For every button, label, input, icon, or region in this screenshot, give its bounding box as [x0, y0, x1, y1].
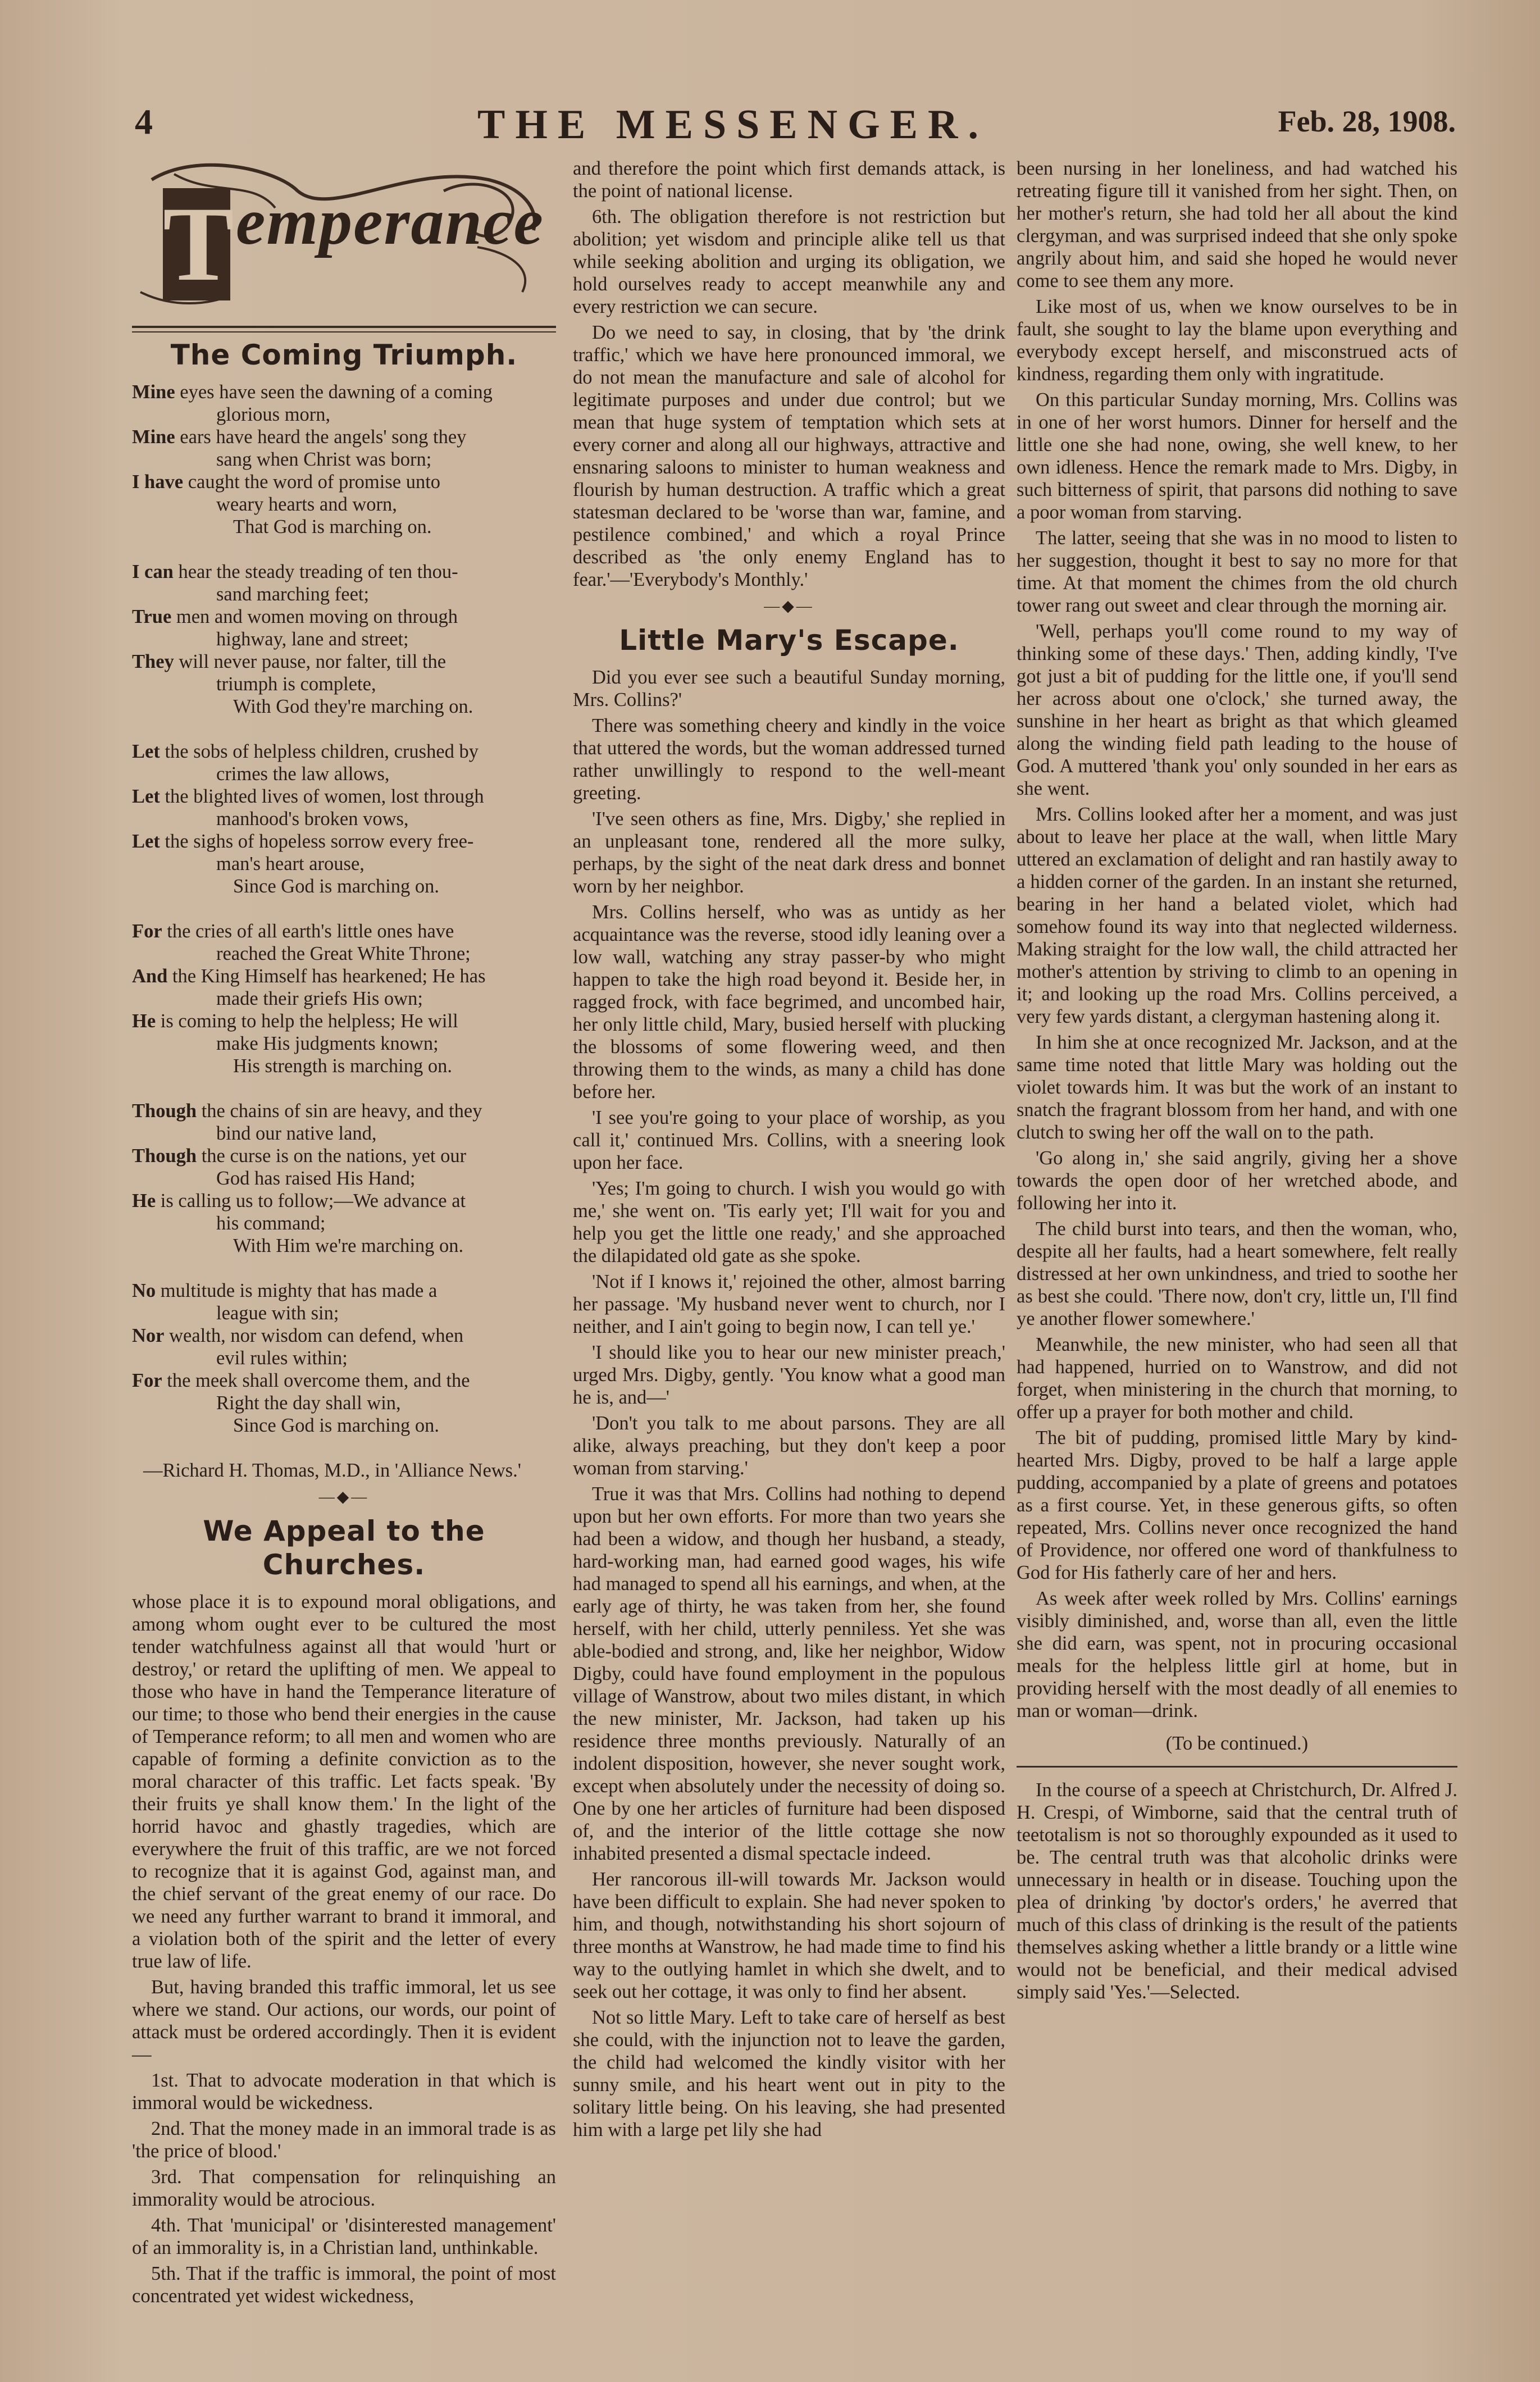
paragraph: Mrs. Collins looked after her a moment, and was just about to leave her place at the wall, when little Mary uttered an exclamation of delight and ran hastily away to a hidden corner of the garden. In an instant she returned, bearing in her hand a belated violet, which had somehow found its way into that neglected wilderness. Making straight for the low wall, the child attracted her mother's attention by striving to climb to an opening in it; and looking up the road Mrs. Collins perceived, a very few yards distant, a clergyman hastening along it. [1017, 804, 1457, 1027]
poem-line: man's heart arouse, [216, 853, 365, 875]
paragraph: 5th. That if the traffic is immoral, the point of most concentrated yet widest wickedness, [132, 2263, 556, 2307]
poem-line: sang when Christ was born; [216, 449, 432, 470]
paragraph: The child burst into tears, and then the woman, who, despite all her faults, had a heart somewhere, felt really distressed at her own unkindness, and tried to soothe her as best she could. 'There now, don't cry, little un, I'll find ye another flower somewhere.' [1017, 1218, 1457, 1329]
poem-line-lead: I can [132, 561, 174, 582]
poem-line-rest: men and women moving on through [171, 606, 458, 627]
poem-line: reached the Great White Throne; [216, 943, 471, 964]
poem-line: His strength is marching on. [233, 1055, 452, 1077]
poem-line-rest: the King Himself has hearkened; He has [167, 965, 486, 987]
divider [1017, 1766, 1457, 1768]
poem-line-lead: Let [132, 831, 160, 852]
poem-line: weary hearts and worn, [216, 494, 397, 515]
to-be-continued: (To be continued.) [1165, 1733, 1309, 1754]
paragraph: Did you ever see such a beautiful Sunday morning, Mrs. Collins?' [573, 667, 1005, 710]
poem-line-lead: Nor [132, 1325, 165, 1346]
paragraph: been nursing in her loneliness, and had watched his retreating figure till it vanished from her sight. Then, on her mother's return, she had told her all about the kind clergyman, and was surprised indeed that she only spoke angrily about him, and said she hoped he would never come to see them any more. [1017, 158, 1457, 292]
paragraph: There was something cheery and kindly in the voice that uttered the words, but the woman addressed turned rather unwillingly to respond to the well-meant greeting. [573, 715, 1005, 804]
poem-line: manhood's broken vows, [216, 808, 409, 830]
poem-line: his command; [216, 1213, 326, 1234]
poem-line-lead: They [132, 651, 174, 672]
banner-initial: T [163, 185, 234, 303]
paragraph: But, having branded this traffic immoral, let us see where we stand. Our actions, our words, our point of attack must be ordered accordingly. Then it is evident— [132, 1976, 556, 2065]
poem-line-rest: hear the steady treading of ten thou- [173, 561, 458, 582]
headline-little-mary: Little Mary's Escape. [619, 624, 959, 657]
paragraph: 4th. That 'municipal' or 'disinterested management' of an immorality is, in a Christian land, unthinkable. [132, 2215, 556, 2258]
paragraph: Do we need to say, in closing, that by 'the drink traffic,' which we have here pronounced immoral, we do not mean the manufacture and sale of alcohol for legitimate purposes and under due control; but we mean that huge system of temptation which sets at every corner and along all our highways, attractive and ensnaring saloons to minister to human weakness and flourish by human destruction. A traffic which a great statesman declared to be 'worse than war, famine, and pestilence combined,' and which a royal Prince described as 'the only enemy England has to fear.'—'Everybody's Monthly.' [573, 322, 1005, 590]
poem-attribution: —Richard H. Thomas, M.D., in 'Alliance News.' [143, 1460, 521, 1481]
poem-line-rest: will never pause, nor falter, till the [174, 651, 446, 672]
poem [132, 381, 556, 1437]
poem-stanza [132, 1100, 556, 1257]
paragraph: 2nd. That the money made in an immoral trade is as 'the price of blood.' [132, 2118, 556, 2162]
poem-line [132, 605, 556, 628]
poem-line-rest: multitude is mighty that has made a [156, 1280, 438, 1301]
poem-line-lead: Let [132, 741, 160, 762]
paragraph: 6th. The obligation therefore is not restriction but abolition; yet wisdom and principle alike tell us that while seeking abolition and urging its obligation, we hold ourselves ready to accept meanwhile any and every restriction we can secure. [573, 206, 1005, 317]
poem-line [132, 920, 556, 942]
poem-line: make His judgments known; [216, 1033, 439, 1054]
poem-line: God has raised His Hand; [216, 1168, 416, 1189]
paragraph: Her rancorous ill-will towards Mr. Jackson would have been difficult to explain. She had never spoken to him, and though, notwithstanding his short sojourn of three months at Wanstrow, he had made time to find his way to the outlying hamlet in which she dwelt, and to seek out her cottage, it was only to find her absent. [573, 1869, 1005, 2002]
poem-stanza [132, 740, 556, 898]
paragraph: 'Don't you talk to me about parsons. They are all alike, always preaching, but they don't keep a poor woman from starving.' [573, 1413, 1005, 1479]
story-text-col3 [1017, 157, 1457, 1722]
column-2 [573, 157, 1005, 2144]
poem-line-lead: I have [132, 471, 184, 493]
poem-line: With Him we're marching on. [233, 1235, 464, 1256]
poem-line [132, 381, 556, 403]
section-separator: —◆— [764, 598, 814, 615]
paragraph: On this particular Sunday morning, Mrs. Collins was in one of her worst humors. Dinner for herself and the little one she had none, owing, she well knew, to her own idleness. Hence the remark made to Mrs. Digby, in such bitterness of spirit, that parsons did nothing to save a poor woman from starving. [1017, 389, 1457, 523]
paragraph: Not so little Mary. Left to take care of herself as best she could, with the injunction not to leave the garden, the child had welcomed the kindly visitor with her sunny smile, and his heart went out in pity to the solitary little being. On his leaving, she had presented him with a large pet lily she had [573, 2007, 1005, 2140]
headline-coming-triumph: The Coming Triumph. [170, 339, 518, 371]
paragraph: The bit of pudding, promised little Mary by kind-hearted Mrs. Digby, proved to be half a large apple pudding, accompanied by a plate of greens and potatoes as a first course. Yet, in these generous gifts, so often repeated, Mrs. Collins never once recognized the hand of Providence, nor offered one word of thankfulness to God for His fatherly care of her and hers. [1017, 1427, 1457, 1583]
poem-stanza [132, 561, 556, 718]
poem-line-rest: eyes have seen the dawning of a coming [175, 381, 493, 403]
headline-we-appeal: We Appeal to the Churches. [203, 1515, 485, 1581]
poem-line [132, 1369, 556, 1392]
poem-line: league with sin; [216, 1302, 339, 1324]
poem-line: highway, lane and street; [216, 628, 409, 650]
poem-line: made their griefs His own; [216, 988, 423, 1009]
poem-line [132, 1279, 556, 1302]
paragraph: In him she at once recognized Mr. Jackson, and at the same time noted that little Mary was holding out the violet towards him. It was but the work of an instant to snatch the fragrant blossom from her hand, and with one clutch to swing her off the wall on to the path. [1017, 1032, 1457, 1143]
poem-line: sand marching feet; [216, 584, 370, 605]
poem-line-rest: the curse is on the nations, yet our [197, 1145, 467, 1167]
poem-line-rest: ears have heard the angels' song they [175, 426, 467, 448]
poem-line [132, 1100, 556, 1122]
poem-line-lead: He [132, 1010, 156, 1032]
poem-line: Right the day shall win, [216, 1392, 401, 1414]
paragraph: True it was that Mrs. Collins had nothing to depend upon but her own efforts. For more than two years she had been a widow, and though her husband, a steady, hard-working man, had earned good wages, his wife had managed to spend all his earnings, and when, at the early age of thirty, he was taken from her, she found herself, with her child, utterly penniless. Yet she was able-bodied and strong, and, like her neighbor, Widow Digby, could have found employment in the populous village of Wanstrow, about two miles distant, in which the new minister, Mr. Jackson, had taken up his residence three months previously. Naturally of an indolent disposition, however, she never sought work, except when absolutely under the necessity of doing so. One by one her articles of furniture had been disposed of, and the interior of the little cottage she now inhabited presented a dismal spectacle indeed. [573, 1483, 1005, 1864]
poem-line-rest: caught the word of promise unto [183, 471, 441, 493]
poem-line-rest: the blighted lives of women, lost through [160, 786, 484, 807]
poem-line [132, 1010, 556, 1032]
paragraph: 'I see you're going to your place of worship, as you call it,' continued Mrs. Collins, with a sneering look upon her face. [573, 1107, 1005, 1173]
poem-line-rest: the sighs of hopeless sorrow every free- [160, 831, 474, 852]
appeal-text-col1 [132, 1591, 556, 2307]
temperance-banner [129, 157, 556, 326]
poem-line [132, 1190, 556, 1212]
poem-line [132, 561, 556, 583]
section-separator: —◆— [318, 1488, 370, 1506]
issue-date: Feb. 28, 1908. [1278, 104, 1456, 138]
poem-line [132, 965, 556, 987]
poem-line: Since God is marching on. [233, 876, 439, 897]
poem-line [132, 426, 556, 448]
poem-line-lead: For [132, 1370, 162, 1391]
poem-line-rest: the cries of all earth's little ones have [162, 921, 454, 942]
poem-stanza [132, 920, 556, 1077]
poem-stanza [132, 381, 556, 538]
paragraph: 'Not if I knows it,' rejoined the other, almost barring her passage. 'My husband never went to church, nor I neither, and I ain't going to begin now, I can tell ye.' [573, 1271, 1005, 1337]
story-text-col2 [573, 666, 1005, 2141]
divider [132, 326, 556, 333]
poem-line: bind our native land, [216, 1123, 377, 1144]
poem-line [132, 471, 556, 493]
page-number: 4 [135, 102, 153, 142]
poem-line: With God they're marching on. [233, 696, 473, 717]
paragraph: 3rd. That compensation for relinquishing an immorality would be atrocious. [132, 2166, 556, 2210]
paragraph: 'Go along in,' she said angrily, giving her a shove towards the open door of her wretched abode, and following her into it. [1017, 1147, 1457, 1214]
poem-line-rest: wealth, nor wisdom can defend, when [164, 1325, 464, 1346]
poem-line-rest: the sobs of helpless children, crushed by [160, 741, 479, 762]
appeal-text-col2 [573, 157, 1005, 591]
poem-line: crimes the law allows, [216, 763, 390, 785]
poem-line-lead: Though [132, 1145, 197, 1167]
poem-line [132, 1145, 556, 1167]
paragraph: 'I should like you to hear our new minister preach,' urged Mrs. Digby, gently. 'You know what a good man he is, and—' [573, 1342, 1005, 1408]
poem-line [132, 1324, 556, 1347]
poem-line: glorious morn, [216, 404, 331, 425]
poem-line-lead: For [132, 921, 162, 942]
paragraph: Meanwhile, the new minister, who had seen all that had happened, hurried on to Wanstrow, and did not forget, when ministering in the church that morning, to offer up a prayer for both mother and child. [1017, 1334, 1457, 1423]
poem-line-rest: is coming to help the helpless; He will [156, 1010, 458, 1032]
poem-line: That God is marching on. [233, 516, 432, 538]
poem-line-rest: the meek shall overcome them, and the [162, 1370, 470, 1391]
poem-line: Since God is marching on. [233, 1415, 439, 1436]
poem-line [132, 650, 556, 673]
poem-line [132, 785, 556, 808]
poem-line [132, 740, 556, 763]
paragraph: The latter, seeing that she was in no mood to listen to her suggestion, thought it best to say no more for that time. At that moment the chimes from the old church tower rang out sweet and clear through the morning air. [1017, 527, 1457, 616]
paragraph: and therefore the point which first demands attack, is the point of national license. [573, 158, 1005, 202]
paragraph: 'Yes; I'm going to church. I wish you would go with me,' she went on. 'Tis early yet; I'll wait for you and help you get the little one ready,' and she approached the dilapidated old gate as she spoke. [573, 1178, 1005, 1267]
paragraph: 'I've seen others as fine, Mrs. Digby,' she replied in an unpleasant tone, rendered all the more sulky, perhaps, by the sight of the neat dark dress and bonnet worn by her neighbor. [573, 808, 1005, 897]
poem-line-lead: Mine [132, 426, 175, 448]
poem-line-rest: is calling us to follow;—We advance at [156, 1190, 466, 1212]
poem-line [132, 830, 556, 853]
paragraph: Mrs. Collins herself, who was as untidy as her acquaintance was the reverse, stood idly leaning over a low wall, watching any stray passer-by who might happen to take the high road beyond it. Beside her, in ragged frock, with face begrimed, and uncombed hair, her only little child, Mary, busied herself with plucking the blossoms of some flowering weed, and then throwing them to the winds, as many a child has done before her. [573, 901, 1005, 1103]
poem-line: evil rules within; [216, 1347, 348, 1369]
poem-line-lead: He [132, 1190, 156, 1212]
poem-line: triumph is complete, [216, 673, 376, 695]
poem-line-lead: No [132, 1280, 156, 1301]
poem-stanza [132, 1279, 556, 1437]
paragraph: 'Well, perhaps you'll come round to my way of thinking some of these days.' Then, adding kindly, 'I've got just a bit of pudding for the little one, if you'll send her across about one o'clock,' she turned away, the sunshine in her heart as bright as that which gleamed along the winding field path leading to the house of God. A muttered 'thank you' only sounded in her ears as she went. [1017, 621, 1457, 799]
page-header [135, 101, 1456, 152]
paragraph: whose place it is to expound moral obligations, and among whom ought ever to be cultured the most tender watchfulness against all that would 'hurt or destroy,' or retard the uplifting of men. We appeal to those who have in hand the Temperance literature of our time; to those who bend their energies in the cause of Temperance reform; to all men and women who are capable of forming a definite conviction as to the moral character of this traffic. Let facts speak. 'By their fruits ye shall know them.' In the light of the horrid havoc and ghastly tragedies, which are everywhere the fruit of this traffic, are we not forced to recognize that it is against God, against man, and the chief servant of the great enemy of our race. Do we need any further warrant to brand it immoral, and a violation both of the spirit and the letter of every true law of life. [132, 1591, 556, 1972]
column-3 [1017, 157, 1457, 2007]
poem-line-lead: Let [132, 786, 160, 807]
poem-line-lead: And [132, 965, 168, 987]
poem-line-rest: the chains of sin are heavy, and they [197, 1100, 482, 1122]
poem-line-lead: Mine [132, 381, 175, 403]
crespi-speech-note: In the course of a speech at Christchurch, Dr. Alfred J. H. Crespi, of Wimborne, said that the central truth of teetotalism is not so thoroughly expounded as it used to be. The central truth was that alcoholic drinks were unnecessary in health or in disease. Touching upon the plea of drinking 'by doctor's orders,' he averred that much of this class of drinking is the result of the patients themselves asking whether a little brandy or a little wine would not be beneficial, and their medical advised simply said 'Yes.'—Selected. [1017, 1779, 1457, 2003]
paragraph: As week after week rolled by Mrs. Collins' earnings visibly diminished, and, worse than all, even the little she did earn, was spent, not in procuring occasional meals for the helpless little girl at home, but in providing herself with the most deadly of all enemies to man or woman—drink. [1017, 1588, 1457, 1721]
poem-line-lead: True [132, 606, 172, 627]
column-1 [132, 157, 556, 2311]
banner-title: emperance [236, 185, 544, 258]
masthead: THE MESSENGER. [477, 102, 988, 148]
poem-line-lead: Though [132, 1100, 197, 1122]
paragraph: 1st. That to advocate moderation in that which is immoral would be wickedness. [132, 2070, 556, 2114]
paragraph: Like most of us, when we know ourselves to be in fault, she sought to lay the blame upon everything and everybody except herself, and misconstrued acts of kindness, regarding them only with ingratitude. [1017, 296, 1457, 385]
